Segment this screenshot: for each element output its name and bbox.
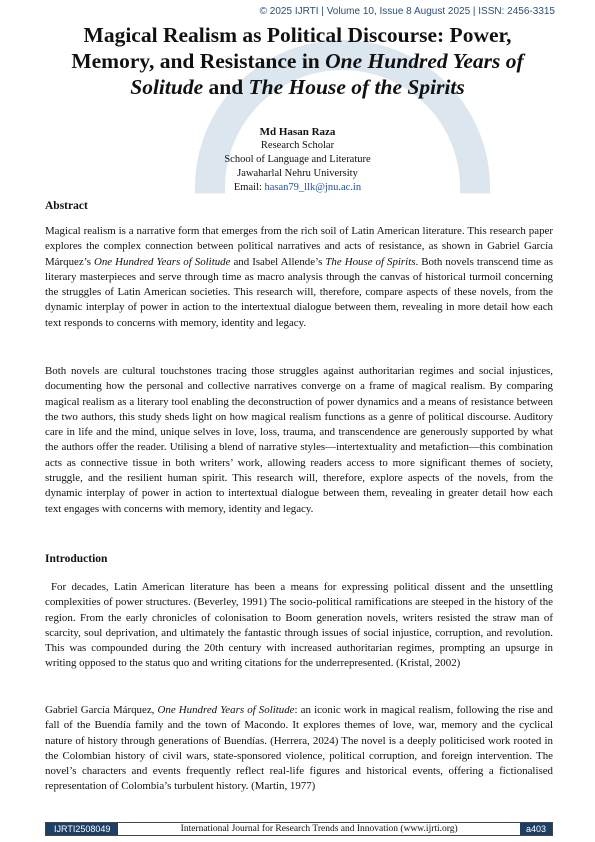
- page-number: a403: [520, 823, 552, 835]
- abstract-paragraph-1: Magical realism is a narrative form that emerges from the rich soil of Latin American literature. This research paper explores the complex connection between political narratives and acts of resistance, as shown in Gabriel García Márquez’s One Hundred Years of Solitude and Isabel Allende’s The House of Spirits. Both novels transcend time as literary masterpieces and serve through time as macro analysis through the canvas of historical turmoil concerning the struggles of Latin American societies. This research will, therefore, compare aspects of these novels, from the dynamic interplay of power in action to the intertextual dialogue between them, revealing in more detail how each text responds to concerns with memory, identity and legacy.: [45, 225, 553, 329]
- author-school: School of Language and Literature: [224, 154, 371, 165]
- author-university: Jawaharlal Nehru University: [237, 168, 358, 179]
- abstract-paragraph-2: Both novels are cultural touchstones tracing those struggles against authoritarian regimes and social injustices, documenting how the personal and collective narratives converge on a frame of magical realism. By comparing magical realism as a literary tool enabling the deconstruction of power dynamics and a means of resistance between the two authors, this study sheds light on how magical realism functions as a genre of political discourse. Auditory care in life and the mind, unique selves in love, loss, trauma, and transcendence are generously supported by what the authors offer the reader. Utilising a blend of narrative styles—intertextuality and metafiction—this combination acts as connective tissue in both writers’ work, allowing readers access to more significant themes of society, struggle, and the resilient human spirit. This research will, therefore, explore aspects of the novels, from the dynamic interplay of power in action to intertextual dialogue between them, revealing in greater detail how each text engages with concerns with memory, identity and legacy.: [45, 365, 553, 515]
- page-footer: [45, 822, 553, 836]
- author-role: Research Scholar: [260, 140, 335, 151]
- introduction-paragraph-2: Gabriel García Márquez, One Hundred Years of Solitude: an iconic work in magical realism, following the rise and fall of the Buendía family and the town of Macondo. It explores themes of love, war, memory and the cyclical nature of history through generations of Buendías. (Herrera, 2024) The novel is a deeply politicised work rooted in the Colombian history of civil wars, state-sponsored violence, political corruption, and foreign intervention. The novel’s characters and events frequently reflect real-life figures and historical events, offering a fictionalised representation of Colombia’s turbulent history. (Martin, 1977): [45, 704, 553, 793]
- publication-info: © 2025 IJRTI | Volume 10, Issue 8 August 2025 | ISSN: 2456-3315: [259, 6, 555, 17]
- introduction-paragraph-1: For decades, Latin American literature has been a means for expressing political dissent and the unsettling complexities of power structures. (Beverley, 1991) The socio-political ramifications are steeped in the history of the region. From the early chronicles of colonisation to Boom generation novels, writers resisted the straw man of scarcity, soul deprivation, and ultimately the fantastic through issues of social injustice, corruption, and revolution. This was compounded during the 20th century with increased authoritarian regimes, prompting an upsurge in writing opposed to the status quo and writing citations for the underrepresented. (Kristal, 2002): [45, 581, 553, 670]
- paper-title: Magical Realism as Political Discourse: Power, Memory, and Resistance in One Hundred Years of Solitude and The House of the Spirits: [71, 23, 524, 99]
- introduction-heading: Introduction: [45, 553, 108, 565]
- journal-name: International Journal for Research Trends and Innovation (www.ijrti.org): [180, 824, 458, 834]
- author-email: Email: hasan79_llk@jnu.ac.in: [233, 182, 362, 193]
- email-link[interactable]: hasan79_llk@jnu.ac.in: [264, 182, 362, 193]
- abstract-heading: Abstract: [45, 200, 88, 212]
- author-block: [0, 125, 595, 195]
- paper-id: IJRTI2508049: [46, 823, 118, 835]
- author-name: Md Hasan Raza: [259, 126, 336, 138]
